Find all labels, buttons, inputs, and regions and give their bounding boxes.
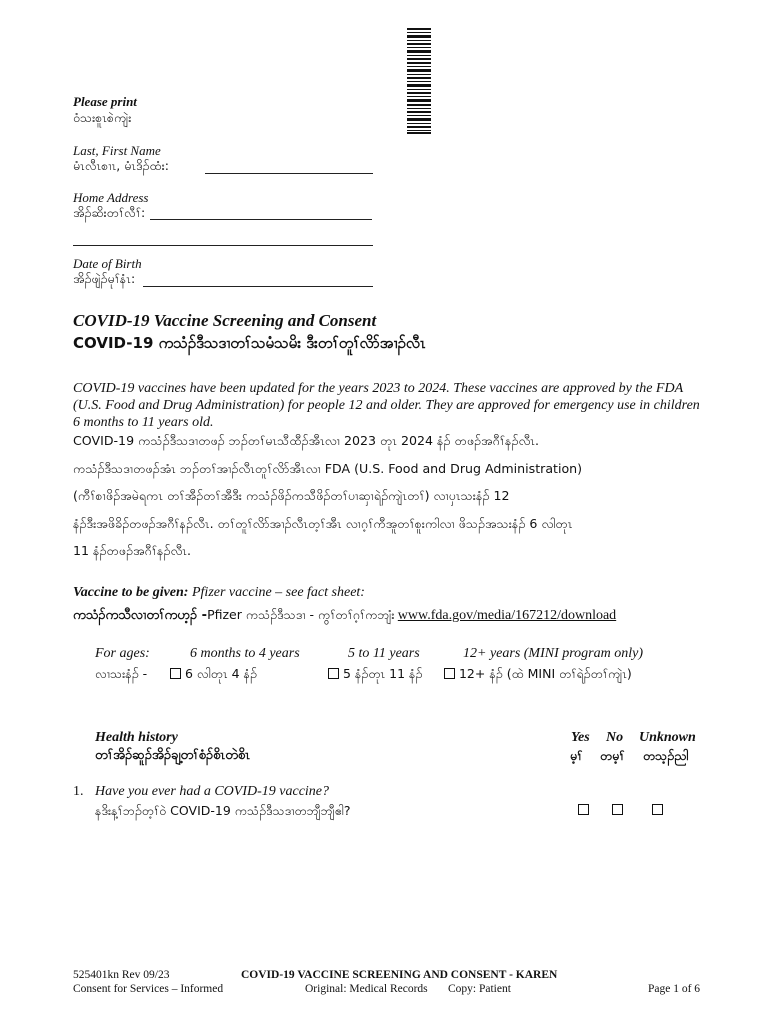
age-option-3-karen: 12+ နံၣ် (ထဲ MINI တၢ်ရဲၣ်တၢ်ကျဲၤ): [458, 666, 632, 681]
footer-original: Original: Medical Records: [305, 983, 428, 995]
age-option-2: [328, 666, 422, 685]
col-no-karen: တမ့ၢ်: [600, 748, 625, 763]
age-option-3: [444, 666, 632, 685]
barcode: [407, 28, 431, 134]
intro-karen-line-1: COVID-19 ကသံၣ်ဒီသဒၢတဖၣ် ဘၣ်တၢ်မၤသီထီၣ်အီၤလၢ 2023 တုၤ 2024 နံၣ် တဖၣ်အဂီၢ်နၣ်လီၤ.: [73, 433, 540, 448]
col-yes: Yes: [571, 730, 590, 745]
age-option-2-label: 5 to 11 years: [348, 646, 420, 661]
age-checkbox-5-11y[interactable]: [328, 668, 339, 679]
fact-sheet-link[interactable]: www.fda.gov/media/167212/download: [397, 608, 617, 623]
age-option-3-label: 12+ years (MINI program only): [463, 646, 644, 661]
ages-label-karen: လၢသးနံၣ် -: [95, 666, 148, 681]
dob-label-karen: အိၣ်ဖျဲၣ်မုၢ်နံၤ:: [73, 271, 136, 286]
question-1-unknown-checkbox[interactable]: [652, 804, 663, 815]
vaccine-label-karen: ကသံၣ်ကသီလၢတၢ်ကဟ့ၣ် -: [73, 608, 208, 623]
age-checkbox-12plus[interactable]: [444, 668, 455, 679]
age-checkbox-6m-4y[interactable]: [170, 668, 181, 679]
vaccine-line-karen: [73, 607, 616, 626]
age-option-1-karen: 6 လါတုၤ 4 နံၣ်: [184, 666, 257, 681]
question-1-no-checkbox[interactable]: [612, 804, 623, 815]
dob-field[interactable]: [143, 286, 373, 287]
address-field-line-1[interactable]: [150, 219, 372, 220]
footer-form-number: 525401kn Rev 09/23: [73, 969, 170, 981]
name-label: Last, First Name: [73, 143, 161, 158]
please-print-label-karen: ဝံသးစူၤစဲကျဲး: [73, 110, 132, 125]
intro-english: COVID-19 vaccines have been updated for the years 2023 to 2024. These vaccines are approved by the FDA (U.S. Food and Drug Administration) for people 12 and older. They are approved for emergency use in children 6 months to 11 years old.: [73, 381, 700, 430]
dob-label: Date of Birth: [73, 256, 142, 271]
name-field[interactable]: [205, 173, 373, 174]
age-option-2-karen: 5 နံၣ်တုၤ 11 နံၣ်: [342, 666, 423, 681]
address-label-karen: အိၣ်ဆိးတၢ်လီၢ်:: [73, 205, 146, 220]
footer-copy: Copy: Patient: [448, 983, 511, 995]
footer-page-number: Page 1 of 6: [648, 983, 701, 995]
please-print-label: Please print: [73, 94, 137, 109]
ages-label: For ages:: [95, 646, 150, 661]
question-1-number: 1.: [73, 784, 84, 799]
health-history-title: Health history: [95, 730, 178, 745]
name-label-karen: မံၤလီၤစၢၤ, မံၤဒိၣ်ထံး:: [73, 158, 169, 173]
vaccine-value-karen: Pfizer ကသံၣ်ဒီသဒၢ - ကွၢ်တၢ်ဂ့ၢ်ကဘျံး: [207, 607, 395, 622]
question-1-text: Have you ever had a COVID-19 vaccine?: [95, 784, 330, 799]
vaccine-line: [73, 585, 365, 601]
intro-karen-line-2: ကသံၣ်ဒီသဒၢတဖၣ်အံၤ ဘၣ်တၢ်အၢၣ်လီၤတူၢ်လိာ်အီၤလၢ FDA (U.S. Food and Drug Administration): [73, 461, 583, 476]
age-option-1-label: 6 months to 4 years: [190, 646, 300, 661]
intro-karen-line-4: နံၣ်ဒီးအဖိခိၣ်တဖၣ်အဂီၢ်နၣ်လီၤ. တၢ်တူၢ်လိာ်အၢၣ်လီၤတ့ၢ်အီၤ လၢဂ့ၢ်ကီအူတၢ်စူးကါလၢ ဖိသၣ်အသးနံၣ် 6 လါတုၤ: [73, 516, 573, 531]
form-title: COVID-19 Vaccine Screening and Consent: [73, 311, 377, 330]
form-title-karen: COVID-19 ကသံၣ်ဒီသဒၢတၢ်သမံသမိး ဒီးတၢ်တူၢ်လိာ်အၢၣ်လီၤ: [73, 334, 426, 352]
intro-karen-line-3: (ကီၢ်စၢဖိၣ်အမဲရကၤ တၢ်အီၣ်တၢ်အီဒီး ကသံၣ်ဖိၣ်ကသီဖိၣ်တၢ်ပၢဆှၢရဲၣ်ကျဲၤတၢ်) လၢပှၤသးနံၣ် 12: [73, 488, 510, 503]
vaccine-label: Vaccine to be given:: [73, 585, 189, 600]
age-option-1: [170, 666, 257, 685]
address-field-line-2[interactable]: [73, 245, 373, 246]
col-yes-karen: မ့ၢ်: [570, 748, 583, 763]
footer-title: COVID-19 VACCINE SCREENING AND CONSENT - KAREN: [241, 969, 558, 981]
address-label: Home Address: [73, 190, 149, 205]
question-1-yes-checkbox[interactable]: [578, 804, 589, 815]
footer-category: Consent for Services – Informed: [73, 983, 224, 995]
col-unknown-karen: တသ့ၣ်ညါ: [643, 748, 689, 763]
vaccine-value: Pfizer vaccine – see fact sheet:: [191, 585, 365, 600]
intro-karen-line-5: 11 နံၣ်တဖၣ်အဂီၢ်နၣ်လီၤ.: [73, 543, 192, 558]
health-history-title-karen: တၢ်အိၣ်ဆူၣ်အိၣ်ချ့တၢ်စံၣ်စိၤတဲစိၤ: [95, 748, 251, 763]
question-1-text-karen: နဒိးန့ၢ်ဘၣ်တ့ၢ်ဝဲ COVID-19 ကသံၣ်ဒီသဒၢတဘျီဘျီဧါ?: [95, 803, 351, 818]
col-no: No: [606, 730, 624, 745]
col-unknown: Unknown: [639, 730, 696, 745]
